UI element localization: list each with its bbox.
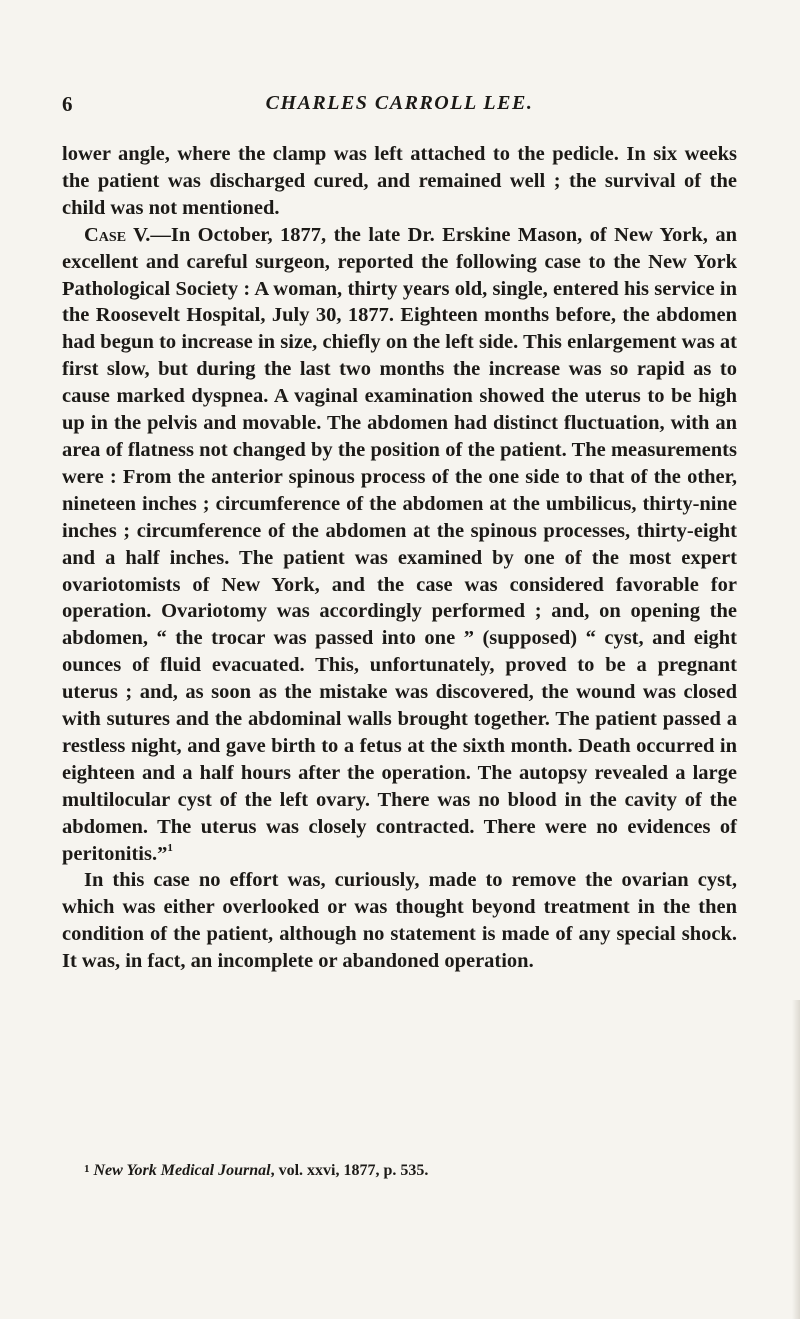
footnote-journal: New York Medical Journal — [93, 1162, 271, 1179]
body-text — [62, 141, 737, 975]
case-v-text: —In October, 1877, the late Dr. Erskine Mason, of New York, an excellent and careful surgeon, reported the following case to the New York Pathological Society : A woman, thirty years old, single, entered his service in the Roosevelt Hospital, July 30, 1877. Eighteen months before, the abdomen had begun to increase in size, chiefly on the left side. This enlargement was at first slow, but during the last two months the increase was so rapid as to cause marked dyspnea. A vaginal examination showed the uterus to be high up in the pelvis and movable. The abdomen had distinct fluctuation, with an area of flatness not changed by the position of the patient. The measurements were : From the anterior spinous process of the one side to that of the other, nineteen inches ; circumference of the abdomen at the umbilicus, thirty-nine inches ; circumference of the abdomen at the spinous processes, thirty-eight and a half inches. The patient was examined by one of the most expert ovariotomists of New York, and the case was considered favorable for operation. Ovariotomy was accordingly performed ; and, on opening the abdomen, “ the trocar was passed into one ” (supposed) “ cyst, and eight ounces of fluid evacuated. This, unfortunately, proved to be a pregnant uterus ; and, as soon as the mistake was discovered, the wound was closed with sutures and the abdominal walls brought together. The patient passed a restless night, and gave birth to a fetus at the sixth month. Death occurred in eighteen and a half hours after the operation. The autopsy revealed a large multilocular cyst of the left ovary. There was no blood in the cavity of the abdomen. The uterus was closely contracted. There were no evidences of peritonitis.” — [62, 223, 737, 865]
footnote — [62, 1162, 737, 1180]
paragraph-continuation: lower angle, where the clamp was left attached to the pedicle. In six weeks the patient was discharged cured, and remained well ; the survival of the child was not mentioned. — [62, 143, 737, 219]
running-head — [62, 92, 737, 120]
paragraph-commentary: In this case no effort was, curiously, made to remove the ovarian cyst, which was either overlooked or was thought beyond treatment in the then condition of the patient, although no statement is made of any special shock. It was, in fact, an incomplete or abandoned operation. — [62, 869, 737, 973]
running-title: CHARLES CARROLL LEE. — [265, 92, 534, 114]
page-number: 6 — [62, 92, 73, 116]
footnote-details: , vol. xxvi, 1877, p. 535. — [270, 1162, 429, 1179]
paragraph-case-v — [62, 222, 737, 868]
case-label: Case V. — [84, 223, 151, 246]
page-edge-shadow — [792, 1000, 800, 1319]
footnote-reference: 1 — [167, 841, 173, 854]
footnote-marker: 1 — [84, 1163, 90, 1175]
